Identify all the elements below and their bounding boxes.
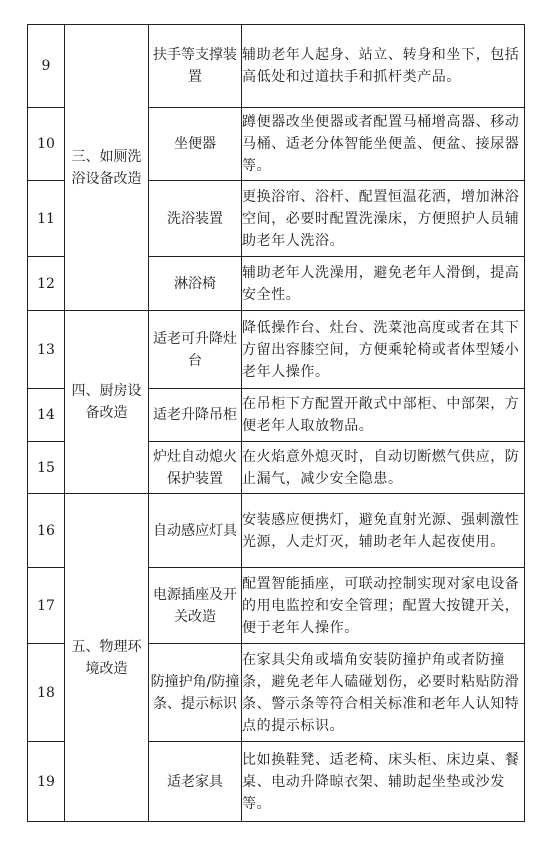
item-description: 蹲便器改坐便器或者配置马桶增高器、移动马桶、适老分体智能坐便盖、便盆、接尿器等。: [242, 108, 525, 181]
item-name: 适老升降吊柜: [149, 389, 242, 442]
row-number: 13: [28, 311, 65, 389]
item-description: 在家具尖角或墙角安装防撞护角或者防撞条，避免老年人磕碰划伤，必要时粘贴防滑条、警示条等符合相关标准和老年人认知特点的提示标识。: [242, 644, 525, 742]
item-description: 降低操作台、灶台、洗菜池高度或者在其下方留出容膝空间，方便乘轮椅或者体型矮小老年人操作。: [242, 311, 525, 389]
item-name: 自动感应灯具: [149, 494, 242, 568]
renovation-table: [27, 24, 525, 822]
item-name: 扶手等支撑装置: [149, 25, 242, 108]
item-description: 辅助老年人起身、站立、转身和坐下，包括高低处和过道扶手和抓杆类产品。: [242, 25, 525, 108]
category-cell: 三、如厕洗浴设备改造: [65, 25, 149, 311]
item-description: 配置智能插座，可联动控制实现对家电设备的用电监控和安全管理；配置大按键开关，便于老年人操作。: [242, 568, 525, 644]
item-name: 防撞护角/防撞条、提示标识: [149, 644, 242, 742]
row-number: 16: [28, 494, 65, 568]
category-cell: 五、物理环境改造: [65, 494, 149, 822]
item-name: 淋浴椅: [149, 257, 242, 311]
item-description: 辅助老年人洗澡用，避免老年人滑倒，提高安全性。: [242, 257, 525, 311]
table-row: [28, 311, 525, 389]
row-number: 17: [28, 568, 65, 644]
item-name: 坐便器: [149, 108, 242, 181]
item-name: 炉灶自动熄火保护装置: [149, 442, 242, 494]
row-number: 15: [28, 442, 65, 494]
item-description: 更换浴帘、浴杆、配置恒温花洒，增加淋浴空间，必要时配置洗澡床，方便照护人员辅助老年人洗浴。: [242, 181, 525, 257]
row-number: 11: [28, 181, 65, 257]
item-description: 在吊柜下方配置开敞式中部柜、中部架，方便老年人取放物品。: [242, 389, 525, 442]
row-number: 10: [28, 108, 65, 181]
table-row: [28, 25, 525, 108]
item-description: 比如换鞋凳、适老椅、床头柜、床边桌、餐桌、电动升降晾衣架、辅助起坐垫或沙发等。: [242, 742, 525, 822]
item-name: 洗浴装置: [149, 181, 242, 257]
item-description: 在火焰意外熄灭时，自动切断燃气供应，防止漏气，减少安全隐患。: [242, 442, 525, 494]
row-number: 12: [28, 257, 65, 311]
table-row: [28, 494, 525, 568]
category-cell: 四、厨房设备改造: [65, 311, 149, 494]
row-number: 19: [28, 742, 65, 822]
item-name: 适老家具: [149, 742, 242, 822]
item-description: 安装感应便携灯，避免直射光源、强刺激性光源，人走灯灭，辅助老年人起夜使用。: [242, 494, 525, 568]
row-number: 14: [28, 389, 65, 442]
item-name: 适老可升降灶台: [149, 311, 242, 389]
item-name: 电源插座及开关改造: [149, 568, 242, 644]
row-number: 9: [28, 25, 65, 108]
row-number: 18: [28, 644, 65, 742]
